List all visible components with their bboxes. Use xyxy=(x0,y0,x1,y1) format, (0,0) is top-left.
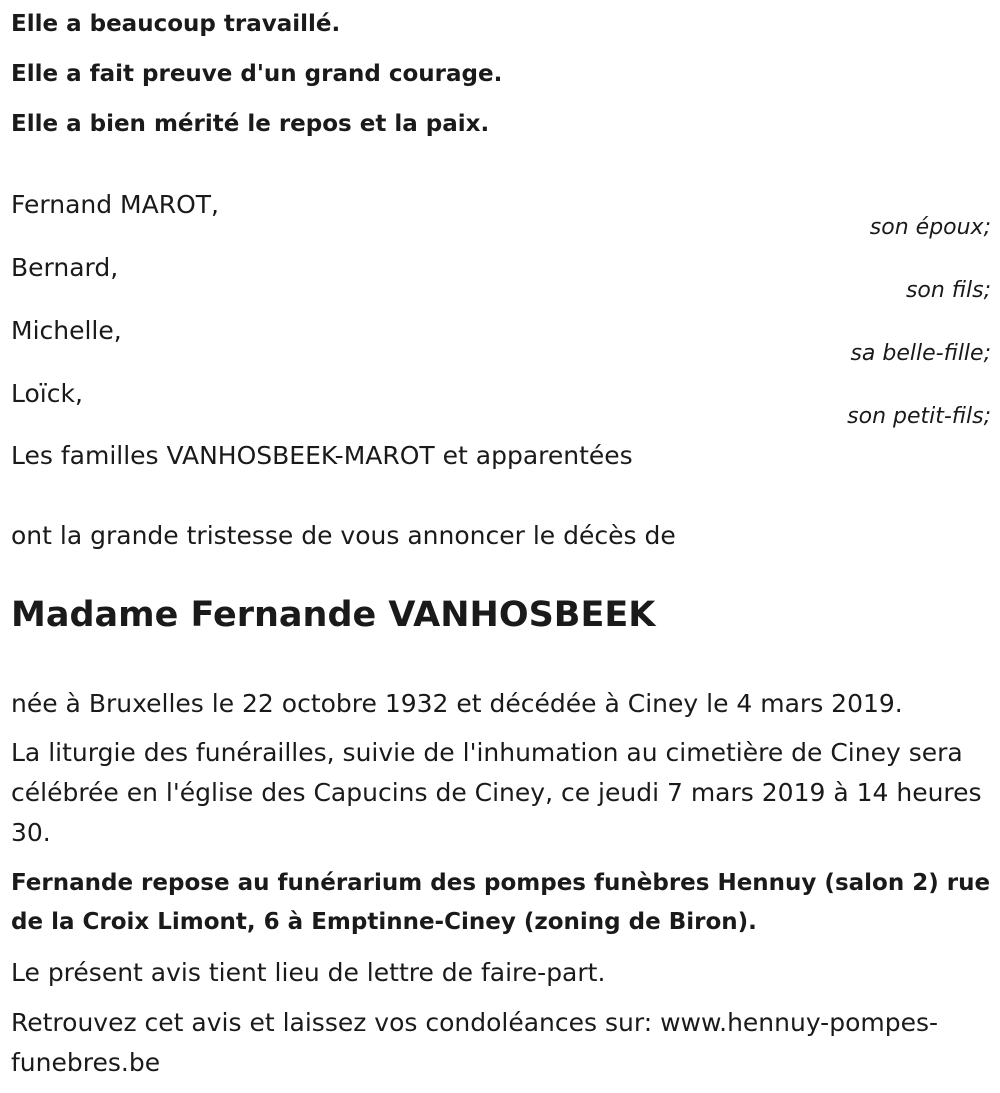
announcement-text: ont la grande tristesse de vous annoncer le décès de xyxy=(11,521,676,550)
deceased-name: Madame Fernande VANHOSBEEK xyxy=(11,595,656,635)
intro-line-1: Elle a beaucoup travaillé. xyxy=(11,11,341,37)
family-relation-grandson: son petit-fils; xyxy=(847,404,991,429)
families-line: Les familles VANHOSBEEK-MAROT et apparentées xyxy=(11,441,633,470)
family-relation-son: son fils; xyxy=(905,278,991,303)
family-relation-spouse: son époux; xyxy=(869,215,991,240)
family-relation-daughter-in-law: sa belle-fille; xyxy=(850,341,991,366)
ceremony-text: La liturgie des funérailles, suivie de l'inhumation au cimetière de Ciney sera célébrée en l'église des Capucins de Ciney, ce jeudi 7 mars 2019 à 14 heures 30. xyxy=(11,738,982,847)
birth-death-text: née à Bruxelles le 22 octobre 1932 et décédée à Ciney le 4 mars 2019. xyxy=(11,689,903,718)
rest-location-text: Fernande repose au funérarium des pompes funèbres Hennuy (salon 2) rue de la Croix Limont, 6 à Emptinne-Ciney (zoning de Biron). xyxy=(11,870,991,935)
condolences-text: Retrouvez cet avis et laissez vos condoléances sur: www.hennuy-pompes-funebres.be xyxy=(11,1008,939,1077)
family-name-son: Bernard, xyxy=(11,253,119,282)
notice-text: Le présent avis tient lieu de lettre de faire-part. xyxy=(11,958,606,987)
family-name-spouse: Fernand MAROT, xyxy=(11,190,219,219)
intro-line-2: Elle a fait preuve d'un grand courage. xyxy=(11,61,503,87)
family-name-daughter-in-law: Michelle, xyxy=(11,316,122,345)
intro-line-3: Elle a bien mérité le repos et la paix. xyxy=(11,111,490,137)
family-name-grandson: Loïck, xyxy=(11,379,83,408)
